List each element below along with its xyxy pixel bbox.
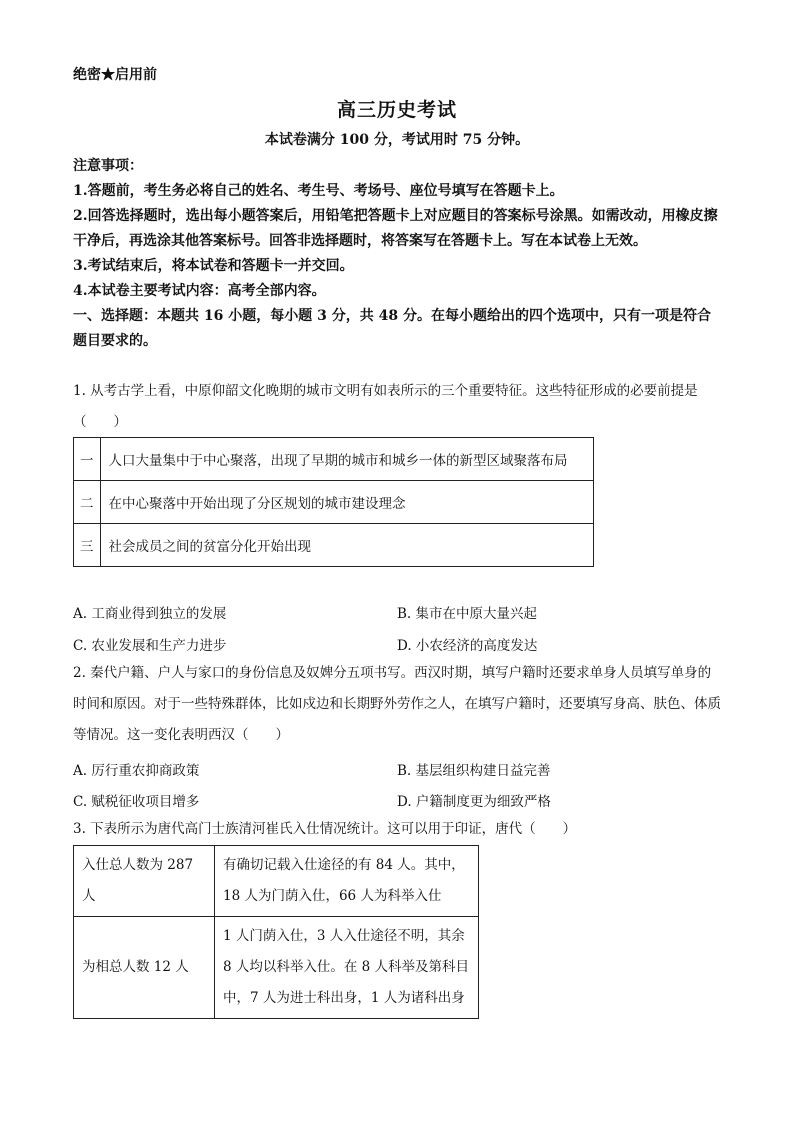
question-2-option-c: C. 赋税征收项目增多 (73, 794, 200, 810)
question-1-option-d: D. 小农经济的高度发达 (397, 638, 538, 654)
table-row (74, 481, 594, 524)
notes-item: 2.回答选择题时，选出每小题答案后，用铅笔把答题卡上对应题目的答案标号涂黑。如需改动，用橡皮擦干净后，再选涂其他答案标号。回答非选择题时，将答案写在答题卡上。写在本试卷上无效。 (73, 208, 718, 249)
question-1-option-b: B. 集市在中原大量兴起 (397, 606, 538, 622)
page-title: 高三历史考试 (336, 99, 457, 121)
table-cell-text: 在中心聚落中开始出现了分区规划的城市建设理念 (100, 481, 594, 524)
table-row (74, 524, 594, 567)
question-2-option-d: D. 户籍制度更为细致严格 (397, 794, 551, 810)
table-cell-num: 一 (74, 438, 101, 481)
notes-item: 3.考试结束后，将本试卷和答题卡一并交回。 (73, 258, 354, 274)
table-row (74, 438, 594, 481)
question-1-stem: 1. 从考古学上看，中原仰韶文化晚期的城市文明有如表所示的三个重要特征。这些特征形成的必要前提是（ ） (73, 383, 698, 430)
exam-subtitle: 本试卷满分 100 分，考试用时 75 分钟。 (264, 132, 530, 148)
question-1-table (73, 437, 594, 567)
table-cell-right: 1 人门荫入仕，3 人入仕途径不明，其余 8 人均以科举入仕。在 8 人科举及第科目中，7 人为进士科出身，1 人为诸科出身 (215, 917, 479, 1019)
question-2-stem: 2. 秦代户籍、户人与家口的身份信息及奴婢分五项书写。西汉时期，填写户籍时还要求单身人员填写单身的时间和原因。对于一些特殊群体，比如戍边和长期野外劳作之人，在填写户籍时，还要填写身高、肤色、体质等情况。这一变化表明西汉（ ） (73, 665, 721, 743)
notes-item: 4.本试卷主要考试内容：高考全部内容。 (73, 283, 326, 299)
table-cell-text: 人口大量集中于中心聚落，出现了早期的城市和城乡一体的新型区域聚落布局 (100, 438, 594, 481)
secret-mark: 绝密★启用前 (73, 67, 157, 83)
question-2-option-b: B. 基层组织构建日益完善 (397, 763, 551, 779)
notes-heading: 注意事项： (73, 158, 143, 174)
table-cell-left: 为相总人数 12 人 (74, 917, 215, 1019)
table-row (74, 846, 479, 917)
table-cell-right: 有确切记载入仕途径的有 84 人。其中，18 人为门荫入仕，66 人为科举入仕 (215, 846, 479, 917)
notes-section (73, 154, 723, 354)
section-heading: 一、选择题：本题共 16 小题，每小题 3 分，共 48 分。在每小题给出的四个选项中，只有一项是符合题目要求的。 (73, 308, 711, 349)
question-3-table (73, 845, 479, 1019)
question-1-option-c: C. 农业发展和生产力进步 (73, 638, 227, 654)
question-1-option-a: A. 工商业得到独立的发展 (73, 606, 227, 622)
table-row (74, 917, 479, 1019)
question-2-option-a: A. 厉行重农抑商政策 (73, 763, 200, 779)
table-cell-num: 三 (74, 524, 101, 567)
table-cell-num: 二 (74, 481, 101, 524)
table-cell-left: 入仕总人数为 287 人 (74, 846, 215, 917)
question-3-stem: 3. 下表所示为唐代高门士族清河崔氏入仕情况统计。这可以用于印证，唐代（ ） (73, 821, 577, 837)
table-cell-text: 社会成员之间的贫富分化开始出现 (100, 524, 594, 567)
notes-item: 1.答题前，考生务必将自己的姓名、考生号、考场号、座位号填写在答题卡上。 (73, 183, 564, 199)
